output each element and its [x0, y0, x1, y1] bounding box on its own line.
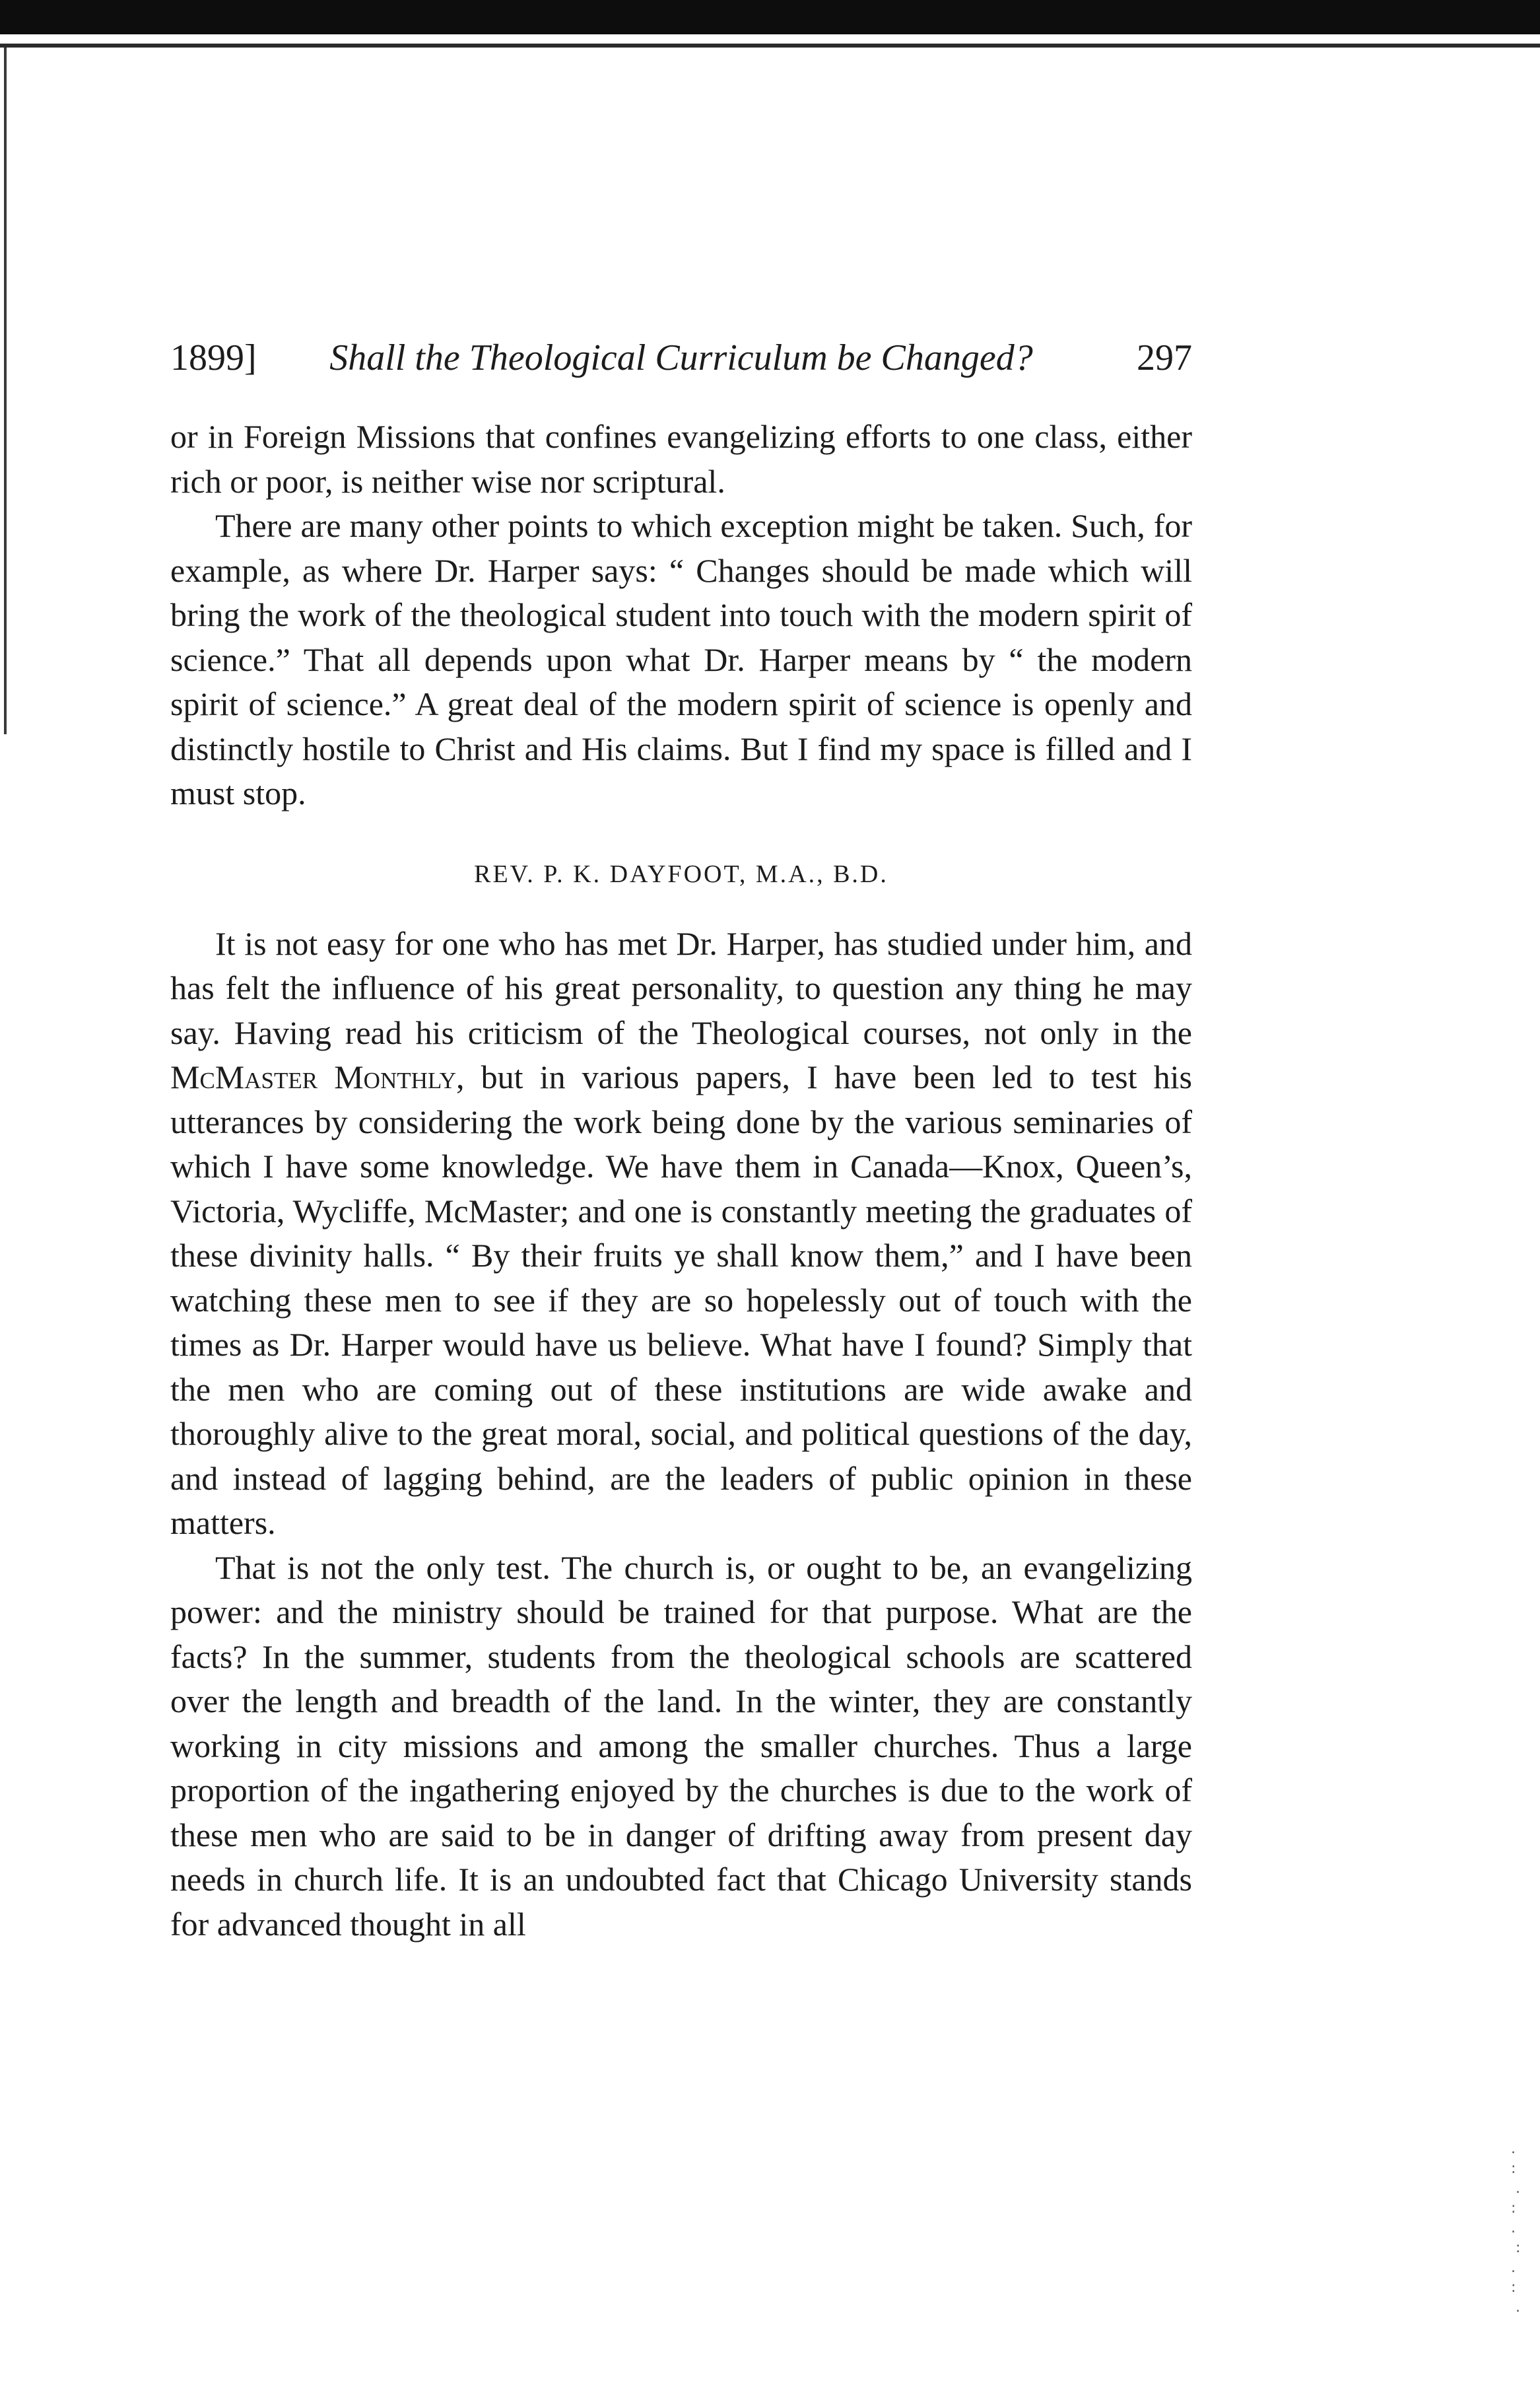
paragraph: [170, 922, 1192, 1546]
paragraph: There are many other points to which exception might be taken. Such, for example, as where Dr. Harper says: “ Changes should be made which will bring the work of the theological student into touch with the modern spirit of science.” That all depends upon what Dr. Harper means by “ the modern spirit of science.” A great deal of the modern spirit of science is openly and distinctly hostile to Christ and His claims. But I find my space is filled and I must stop.: [170, 507, 1192, 812]
scan-margin-specks: . : . : . : . : .: [1511, 2141, 1521, 2316]
paragraph: That is not the only test. The church is, or ought to be, an evangelizing power: and the ministry should be trained for that purpose. What are the facts? In the summer, students from the theological schools are scattered over the length and breadth of the land. In the winter, they are constantly working in city missions and among the smaller churches. Thus a large proportion of the ingathering enjoyed by the churches is due to the work of these men who are said to be in danger of drifting away from present day needs in church life. It is an undoubted fact that Chicago University stands for advanced thought in all: [170, 1548, 1192, 1943]
running-head-title: Shall the Theological Curriculum be Changed?: [329, 337, 1033, 378]
paragraph-continuation: or in Foreign Missions that confines evangelizing efforts to one class, either rich or poor, is neither wise nor scriptural.: [170, 418, 1192, 500]
paragraph-text: , but in various papers, I have been led to test his utterances by considering the work being done by the various seminaries of which I have some knowledge. We have them in Canada—Knox, Queen’s, Victoria, Wycliffe, McMaster; and one is constantly meeting the graduates of these divinity halls. “ By their fruits ye shall know them,” and I have been watching these men to see if they are so hopelessly out of touch with the times as Dr. Harper would have us believe. What have I found? Simply that the men who are coming out of these institutions are wide awake and thoroughly alive to the great moral, social, and political questions of the day, and instead of lagging behind, are the leaders of public opinion in these matters.: [170, 1058, 1192, 1541]
scan-left-edge: [4, 48, 7, 734]
running-head: [170, 331, 1192, 384]
page-number: 297: [1137, 337, 1192, 378]
running-head-year: 1899]: [170, 337, 257, 378]
scan-top-border: [0, 0, 1540, 34]
scan-top-rule: [0, 44, 1540, 48]
book-page: [170, 331, 1192, 1947]
paragraph-text: It is not easy for one who has met Dr. Harper, has studied under him, and has felt the influence of his great personality, to question any thing he may say. Having read his criticism of the Theological courses, not only in the: [170, 924, 1192, 1051]
author-byline: REV. P. K. DAYFOOT, M.A., B.D.: [474, 860, 888, 888]
journal-name: McMaster Monthly: [170, 1058, 457, 1095]
body-text: [170, 415, 1192, 1947]
